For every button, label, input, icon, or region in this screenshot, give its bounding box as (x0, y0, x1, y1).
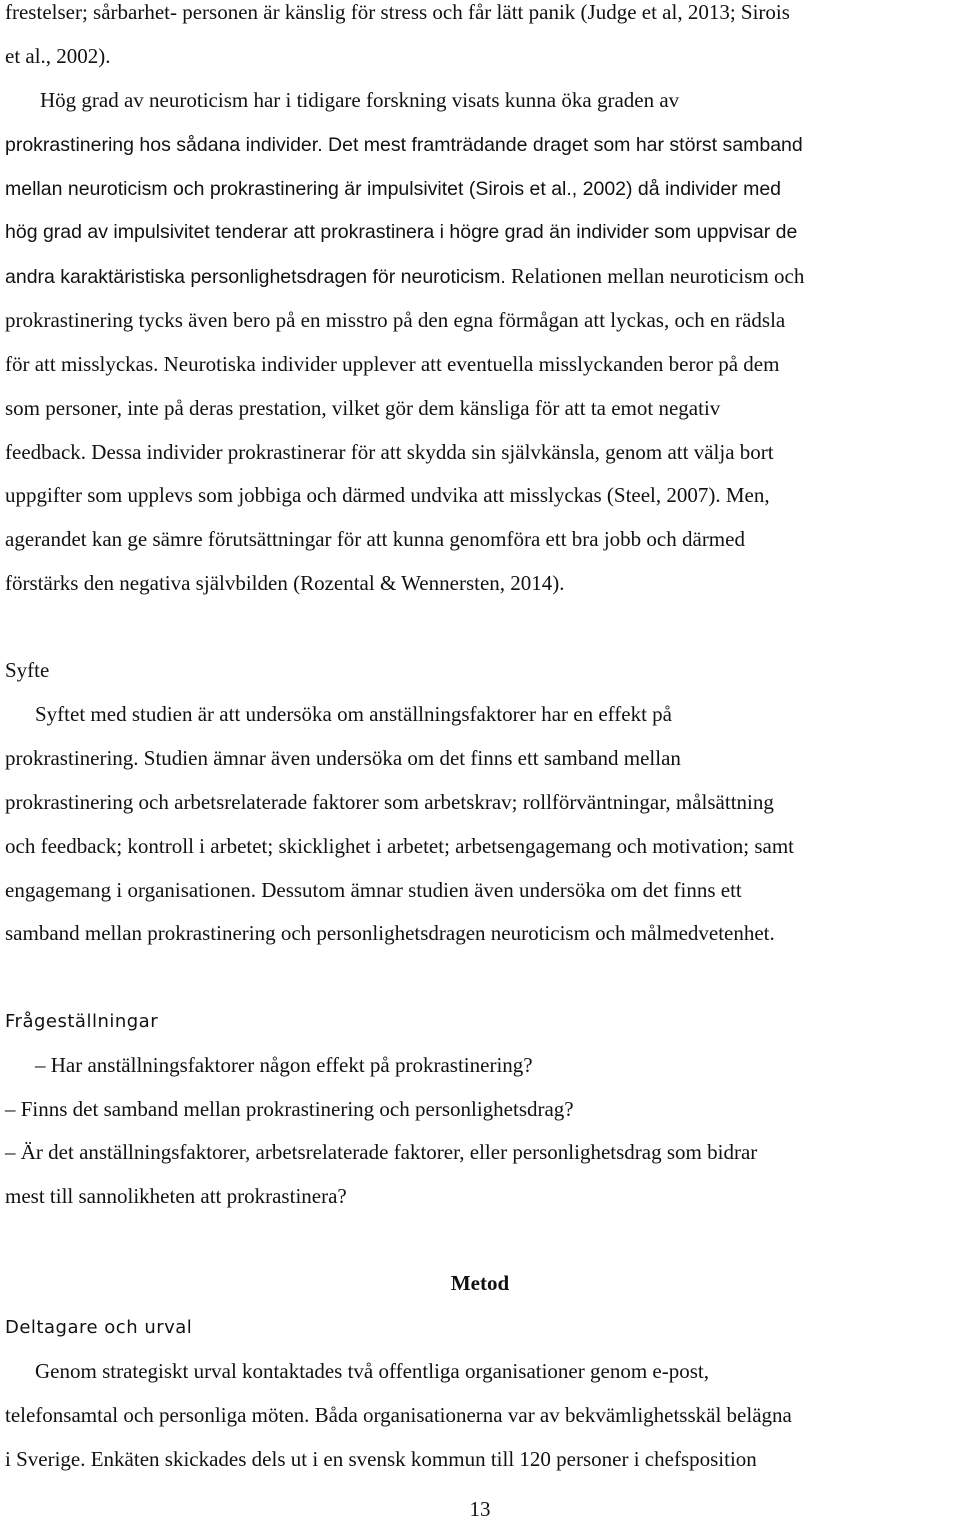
body-text-line (5, 440, 774, 464)
body-text-line: prokrastinering och arbetsrelaterade faktorer som arbetskrav; rollförväntningar, målsättning (5, 790, 774, 814)
body-text-line: Genom strategiskt urval kontaktades två offentliga organisationer genom e-post, (35, 1359, 709, 1383)
section-heading-syfte: Syfte (5, 658, 50, 682)
body-text-line: prokrastinering tycks även bero på en misstro på den egna förmågan att lyckas, och en rädsla (5, 308, 786, 332)
body-text-line: samband mellan prokrastinering och personlighetsdragen neuroticism och målmedvetenhet. (5, 921, 775, 945)
body-text-line (5, 264, 804, 289)
body-text-segment: , 2002) då individer med (571, 178, 782, 200)
question-item: – Är det anställningsfaktorer, arbetsrelaterade faktorer, eller personlighetsdrag som bidrar (5, 1140, 758, 1164)
paragraph-first-line: Hög grad av neuroticism har i tidigare forskning visats kunna öka graden av (40, 88, 680, 112)
body-text-line: agerandet kan ge sämre förutsättningar för att kunna genomföra ett bra jobb och därmed (5, 527, 745, 551)
body-text-segment: för att misslyckas. (5, 352, 159, 376)
body-text-segment: mellan neuroticism och prokrastinering är impulsivitet (Sirois et al. (5, 178, 572, 200)
body-text-line: och feedback; kontroll i arbetet; skicklighet i arbetet; arbetsengagemang och motivation; samt (5, 834, 794, 858)
body-text-line: frestelser; sårbarhet- personen är känslig för stress och får lätt panik (Judge et al, 2013; Sirois (5, 0, 790, 24)
body-text-line: telefonsamtal och personliga möten. Båda organisationerna var av bekvämlighetsskäl belägna (5, 1403, 792, 1427)
body-text-line (5, 352, 779, 376)
question-item: – Har anställningsfaktorer någon effekt på prokrastinering? (35, 1053, 533, 1077)
body-text-line (5, 132, 803, 157)
section-heading-deltagare: Deltagare och urval (5, 1317, 193, 1338)
body-text-segment: Neurotiska individer upplever att eventuella misslyckanden beror på dem (158, 352, 780, 376)
question-item-continuation: mest till sannolikheten att prokrastinera? (5, 1184, 347, 1208)
page-number: 13 (469, 1497, 491, 1521)
body-text-line: Syftet med studien är att undersöka om anställningsfaktorer har en effekt på (35, 702, 672, 726)
body-text-line: som personer, inte på deras prestation, vilket gör dem känsliga för att ta emot negativ (5, 396, 721, 420)
body-text-line (5, 176, 781, 201)
body-text-segment: Det mest framträdande draget som har störst samband (322, 134, 803, 156)
body-text-line: et al., 2002). (5, 44, 111, 68)
body-text-line: hög grad av impulsivitet tenderar att prokrastinera i högre grad än individer som uppvisar de (5, 221, 798, 243)
section-heading-fragestallningar: Frågeställningar (5, 1011, 159, 1032)
question-item: – Finns det samband mellan prokrastinering och personlighetsdrag? (5, 1097, 574, 1121)
body-text-line: förstärks den negativa självbilden (Rozental & Wennersten, 2014). (5, 571, 565, 595)
body-text-segment: feedback. (5, 440, 87, 464)
body-text-segment: Relationen mellan neuroticism och (505, 264, 805, 288)
body-text-segment: Dessa individer prokrastinerar för att skydda sin självkänsla, genom att välja bort (86, 440, 774, 464)
chapter-heading-metod: Metod (450, 1271, 510, 1295)
body-text-line: prokrastinering. Studien ämnar även undersöka om det finns ett samband mellan (5, 746, 681, 770)
body-text-segment: prokrastinering hos sådana individer. (5, 134, 323, 156)
body-text-line: engagemang i organisationen. Dessutom ämnar studien även undersöka om det finns ett (5, 878, 742, 902)
body-text-line: uppgifter som upplevs som jobbiga och därmed undvika att misslyckas (Steel, 2007). Men, (5, 483, 770, 507)
body-text-line: i Sverige. Enkäten skickades dels ut i en svensk kommun till 120 personer i chefsposition (5, 1447, 757, 1471)
body-text-segment: andra karaktäristiska personlighetsdragen för neuroticism. (5, 266, 506, 288)
